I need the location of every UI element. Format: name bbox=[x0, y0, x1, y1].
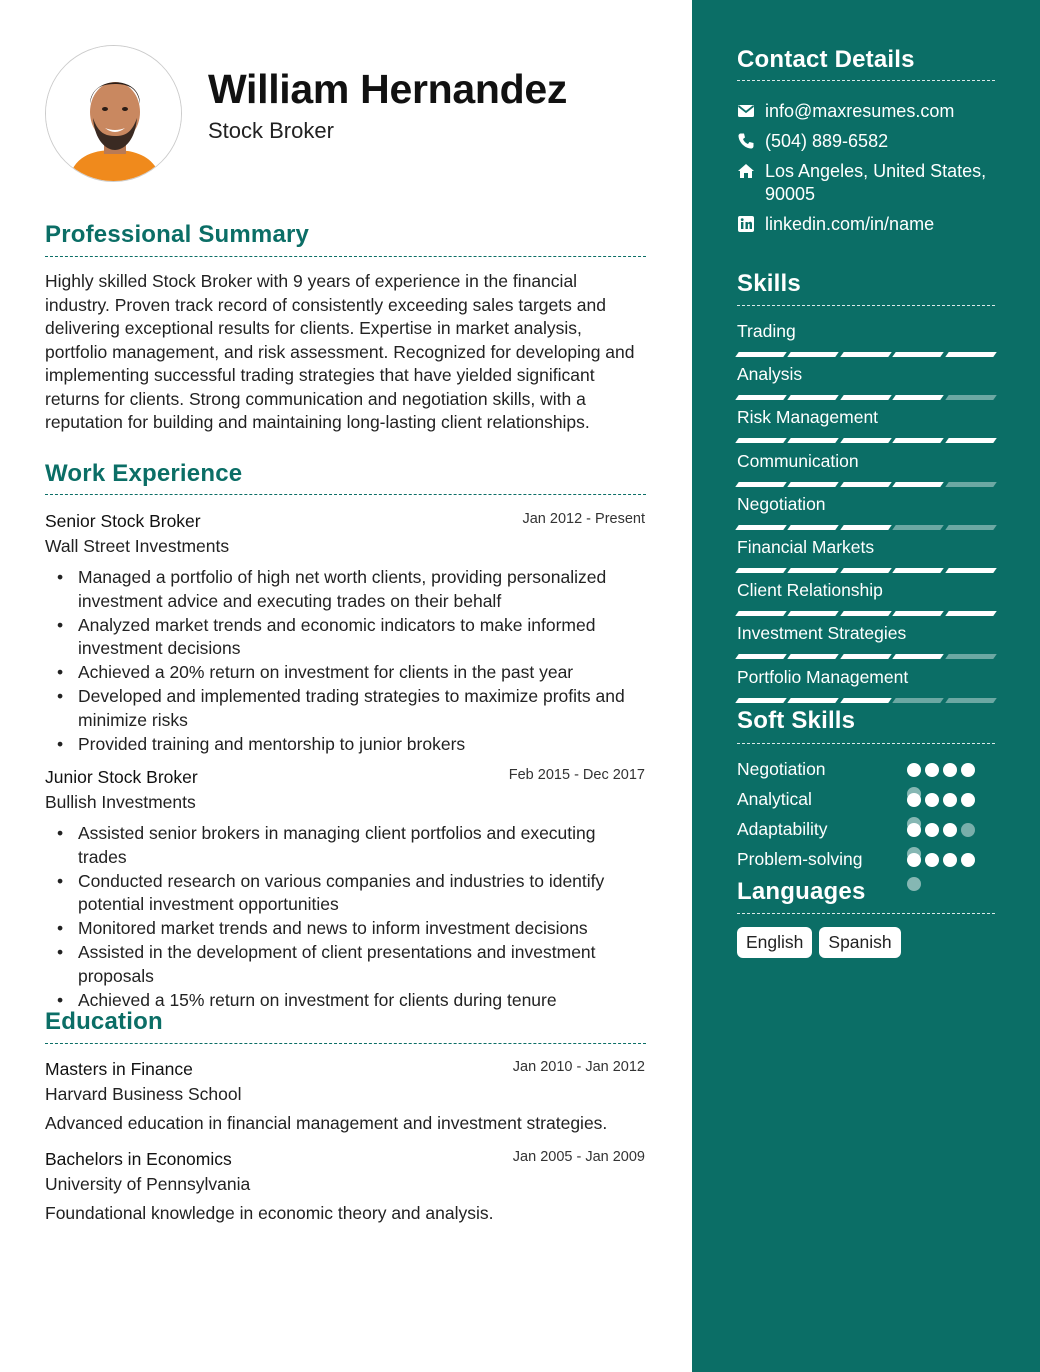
skill-level-segment bbox=[735, 654, 787, 659]
job-bullet: • Managed a portfolio of high net worth clients, providing personalized investment advice and executing trades on their behalf bbox=[45, 566, 645, 613]
home-icon bbox=[737, 162, 755, 180]
skill-name: Trading bbox=[737, 321, 796, 341]
skill-name: Portfolio Management bbox=[737, 666, 909, 687]
education-entry bbox=[45, 1059, 645, 1134]
skill-level-segment bbox=[735, 438, 787, 443]
skill-level-segment bbox=[945, 654, 997, 659]
skill-level-segment bbox=[840, 482, 892, 487]
education-description: Advanced education in financial management and investment strategies. bbox=[45, 1113, 608, 1133]
job-bullet: • Achieved a 15% return on investment for clients during tenure bbox=[45, 989, 645, 1013]
job-title: Junior Stock Broker bbox=[45, 767, 198, 787]
summary-divider bbox=[45, 256, 646, 257]
skill-name: Negotiation bbox=[737, 493, 826, 514]
rating-dot bbox=[961, 823, 975, 837]
skill-item bbox=[737, 580, 995, 616]
degree-title: Masters in Finance bbox=[45, 1059, 193, 1079]
soft-skill-rating bbox=[907, 763, 975, 777]
skill-level-segment bbox=[788, 482, 840, 487]
skill-level-segment bbox=[735, 568, 787, 573]
skill-level-segment bbox=[735, 482, 787, 487]
skill-level-segment bbox=[945, 568, 997, 573]
language-tag: Spanish bbox=[819, 927, 900, 958]
job-title: Senior Stock Broker bbox=[45, 511, 201, 531]
soft-skill-name: Negotiation bbox=[737, 759, 826, 779]
skill-item bbox=[737, 537, 995, 573]
email-text: info@maxresumes.com bbox=[765, 101, 955, 121]
skill-item bbox=[737, 321, 995, 357]
job-bullets bbox=[45, 566, 645, 756]
skill-level-segment bbox=[840, 611, 892, 616]
contact-linkedin[interactable] bbox=[737, 213, 995, 236]
skill-level-segment bbox=[945, 482, 997, 487]
candidate-role: Stock Broker bbox=[208, 118, 334, 143]
job-bullet: • Achieved a 20% return on investment for clients in the past year bbox=[45, 661, 645, 685]
rating-dot bbox=[961, 853, 975, 867]
skill-item bbox=[737, 667, 995, 703]
rating-dot bbox=[961, 763, 975, 777]
soft-skill-name: Analytical bbox=[737, 789, 812, 809]
skills-heading: Skills bbox=[737, 270, 801, 297]
contact-email[interactable] bbox=[737, 100, 995, 123]
soft-skill-name: Adaptability bbox=[737, 819, 828, 839]
skill-level-segment bbox=[945, 395, 997, 400]
school-name: University of Pennsylvania bbox=[45, 1174, 251, 1194]
skill-level-segment bbox=[840, 395, 892, 400]
skill-item bbox=[737, 364, 995, 400]
sidebar bbox=[692, 0, 1040, 1372]
job-bullet: • Assisted in the development of client presentations and investment proposals bbox=[45, 941, 645, 988]
skill-level-segment bbox=[892, 395, 944, 400]
skill-level-segment bbox=[840, 654, 892, 659]
experience-heading: Work Experience bbox=[45, 460, 243, 487]
skill-level-segment bbox=[788, 438, 840, 443]
skill-level-bar bbox=[737, 611, 995, 616]
skill-level-segment bbox=[840, 525, 892, 530]
contact-heading: Contact Details bbox=[737, 46, 915, 73]
job-bullet: • Monitored market trends and news to inform investment decisions bbox=[45, 917, 645, 941]
skill-level-segment bbox=[840, 352, 892, 357]
job-company: Wall Street Investments bbox=[45, 536, 230, 556]
summary-text: Highly skilled Stock Broker with 9 years of experience in the financial industry. Proven track record of consistently exceeding sales targets and delivering exceptional results for clients. Expertise in market analysis, portfolio management, and risk assessment. Recognized for developing and implementing successful trading strategies that have yielded significant returns for clients. Strong communication and negotiation skills, with a reputation for building and maintaining long-lasting client relationships. bbox=[45, 271, 635, 432]
skill-level-segment bbox=[735, 698, 787, 703]
skill-level-segment bbox=[892, 698, 944, 703]
skill-level-bar bbox=[737, 395, 995, 400]
job-bullet: • Provided training and mentorship to junior brokers bbox=[45, 733, 645, 757]
skill-level-segment bbox=[945, 352, 997, 357]
job-bullet: • Conducted research on various companies and industries to identify potential investment opportunities bbox=[45, 870, 645, 917]
skill-item bbox=[737, 451, 995, 487]
contact-address bbox=[737, 160, 995, 206]
skill-level-segment bbox=[735, 611, 787, 616]
phone-icon bbox=[737, 132, 755, 150]
soft-skill-item bbox=[737, 759, 995, 783]
address-text: Los Angeles, United States, 90005 bbox=[765, 161, 987, 204]
skill-level-bar bbox=[737, 654, 995, 659]
skill-item bbox=[737, 494, 995, 530]
skill-level-segment bbox=[788, 352, 840, 357]
rating-dot bbox=[925, 823, 939, 837]
skill-name: Communication bbox=[737, 450, 859, 471]
skill-level-bar bbox=[737, 352, 995, 357]
job-bullet: • Developed and implemented trading strategies to maximize profits and minimize risks bbox=[45, 685, 645, 732]
rating-dot bbox=[961, 793, 975, 807]
skill-item bbox=[737, 407, 995, 443]
education-divider bbox=[45, 1043, 646, 1044]
soft-skill-item bbox=[737, 849, 995, 873]
skill-level-segment bbox=[735, 525, 787, 530]
skill-item bbox=[737, 623, 995, 659]
person-avatar-icon bbox=[46, 46, 182, 182]
skill-level-segment bbox=[735, 352, 787, 357]
skill-level-segment bbox=[892, 568, 944, 573]
skill-level-segment bbox=[892, 352, 944, 357]
soft-skill-name: Problem-solving bbox=[737, 849, 863, 869]
education-description: Foundational knowledge in economic theory and analysis. bbox=[45, 1203, 494, 1223]
skill-level-segment bbox=[892, 525, 944, 530]
experience-divider bbox=[45, 494, 646, 495]
soft-skill-rating bbox=[907, 853, 975, 867]
skill-name: Client Relationship bbox=[737, 580, 883, 601]
skill-level-segment bbox=[788, 698, 840, 703]
linkedin-icon bbox=[737, 215, 755, 233]
languages-heading: Languages bbox=[737, 878, 866, 905]
skill-level-segment bbox=[788, 611, 840, 616]
skill-level-segment bbox=[892, 482, 944, 487]
job-entry bbox=[45, 767, 645, 1012]
soft-skill-rating bbox=[907, 793, 975, 807]
rating-dot bbox=[925, 853, 939, 867]
rating-dot bbox=[943, 763, 957, 777]
envelope-icon bbox=[737, 102, 755, 120]
education-heading: Education bbox=[45, 1008, 163, 1035]
skill-level-bar bbox=[737, 438, 995, 443]
skill-level-bar bbox=[737, 568, 995, 573]
contact-divider bbox=[737, 80, 995, 81]
job-bullet: • Analyzed market trends and economic indicators to make informed investment decisions bbox=[45, 614, 645, 661]
skill-name: Risk Management bbox=[737, 407, 879, 428]
rating-dot bbox=[907, 877, 921, 891]
skill-name: Financial Markets bbox=[737, 537, 875, 557]
job-bullet: • Assisted senior brokers in managing client portfolios and executing trades bbox=[45, 822, 645, 869]
rating-dot bbox=[925, 763, 939, 777]
soft-skills-heading: Soft Skills bbox=[737, 707, 856, 734]
rating-dot bbox=[943, 823, 957, 837]
rating-dot bbox=[907, 793, 921, 807]
skill-level-segment bbox=[945, 611, 997, 616]
rating-dot bbox=[925, 793, 939, 807]
linkedin-text: linkedin.com/in/name bbox=[765, 214, 935, 234]
skill-level-segment bbox=[788, 395, 840, 400]
job-date: Jan 2012 - Present bbox=[522, 511, 645, 527]
skill-level-segment bbox=[945, 698, 997, 703]
education-entry bbox=[45, 1149, 645, 1224]
job-company: Bullish Investments bbox=[45, 792, 196, 812]
skill-level-segment bbox=[892, 611, 944, 616]
rating-dot bbox=[907, 823, 921, 837]
education-date: Jan 2010 - Jan 2012 bbox=[512, 1059, 645, 1075]
avatar bbox=[45, 45, 182, 182]
skill-level-bar bbox=[737, 525, 995, 530]
skills-divider bbox=[737, 305, 995, 306]
school-name: Harvard Business School bbox=[45, 1084, 242, 1104]
rating-dot bbox=[907, 763, 921, 777]
candidate-name: William Hernandez bbox=[208, 66, 568, 112]
language-tag: English bbox=[737, 927, 812, 958]
skill-level-segment bbox=[945, 438, 997, 443]
job-bullets bbox=[45, 822, 645, 1012]
rating-dot bbox=[907, 853, 921, 867]
rating-dot bbox=[943, 853, 957, 867]
languages-divider bbox=[737, 913, 995, 914]
skill-level-segment bbox=[788, 568, 840, 573]
job-date: Feb 2015 - Dec 2017 bbox=[508, 767, 645, 783]
summary-heading: Professional Summary bbox=[45, 221, 310, 248]
soft-skills-divider bbox=[737, 743, 995, 744]
skill-level-segment bbox=[840, 568, 892, 573]
soft-skill-rating bbox=[907, 823, 975, 837]
skill-level-segment bbox=[788, 525, 840, 530]
degree-title: Bachelors in Economics bbox=[45, 1149, 232, 1169]
rating-dot bbox=[943, 793, 957, 807]
skill-level-segment bbox=[892, 654, 944, 659]
skill-level-bar bbox=[737, 698, 995, 703]
job-entry bbox=[45, 511, 645, 756]
skill-level-segment bbox=[735, 395, 787, 400]
contact-phone[interactable] bbox=[737, 130, 995, 153]
skill-name: Analysis bbox=[737, 364, 803, 385]
skill-level-bar bbox=[737, 482, 995, 487]
soft-skill-item bbox=[737, 789, 995, 813]
skill-name: Investment Strategies bbox=[737, 623, 907, 644]
skill-level-segment bbox=[945, 525, 997, 530]
education-date: Jan 2005 - Jan 2009 bbox=[512, 1149, 645, 1165]
skill-level-segment bbox=[840, 698, 892, 703]
skill-level-segment bbox=[788, 654, 840, 659]
soft-skill-item bbox=[737, 819, 995, 843]
skill-level-segment bbox=[840, 438, 892, 443]
skill-level-segment bbox=[892, 438, 944, 443]
phone-text: (504) 889-6582 bbox=[765, 131, 889, 151]
languages-list bbox=[737, 927, 901, 958]
